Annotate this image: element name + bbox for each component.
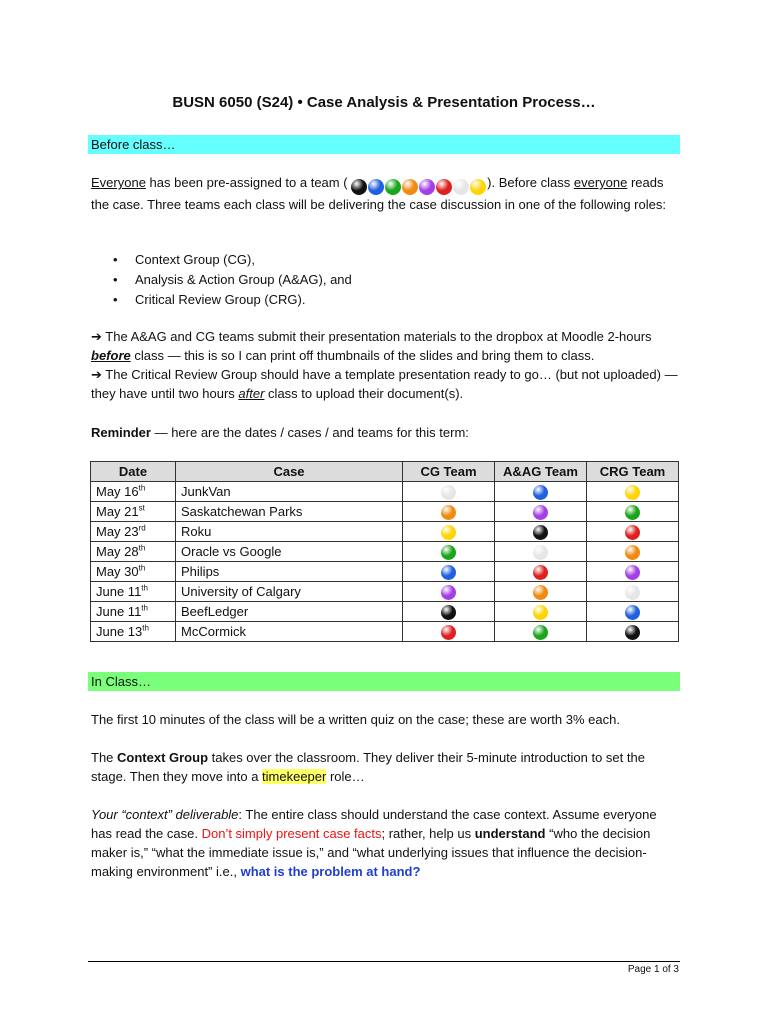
deliverable-text-1: : The entire class should understand the case context. Assume everyone has read the case. [91,807,657,841]
team-ball-icon [441,485,456,500]
team-ball-icon [385,179,401,195]
context-text-2: takes over the classroom. They deliver their 5-minute introduction to set the stage. Then they move into a [91,750,645,784]
context-group-paragraph [91,748,681,786]
footer-divider [88,961,680,962]
date-cell [91,622,176,642]
team-ball-icon [533,505,548,520]
team-ball-icon [625,565,640,580]
cg-team-cell [403,522,495,542]
team-ball-icon [533,485,548,500]
note2-text-1: ➔ The Critical Review Group should have a template presentation ready to go… (but not uploaded) — they have until two hours [91,367,678,401]
team-color-balls [351,176,487,195]
note1-text-2: class — this is so I can print off thumbnails of the slides and bring them to class. [130,348,595,363]
date-text: May 16 [96,484,139,499]
team-ball-icon [470,179,486,195]
date-text: May 23 [96,524,139,539]
case-cell: Philips [176,562,403,582]
date-text: May 30 [96,564,139,579]
date-cell [91,562,176,582]
reminder-paragraph [91,423,681,442]
team-ball-icon [533,585,548,600]
table-row [91,502,679,522]
before-class-heading: Before class… [88,135,680,154]
date-cell [91,502,176,522]
submission-notes [91,327,681,403]
case-cell: BeefLedger [176,602,403,622]
team-ball-icon [625,585,640,600]
cg-team-cell [403,562,495,582]
team-ball-icon [441,605,456,620]
team-ball-icon [453,179,469,195]
crg-team-cell [587,542,679,562]
date-text: June 11 [96,584,142,599]
cg-team-cell [403,542,495,562]
aag-team-cell [495,582,587,602]
role-item: • Context Group (CG), [91,250,352,270]
date-cell [91,522,176,542]
page-number: Page 1 of 3 [627,964,679,975]
context-text-1: The [91,750,118,765]
everyone-word-2: everyone [573,175,628,190]
date-text: June 11 [96,604,142,619]
date-cell [91,542,176,562]
case-cell: Saskatchewan Parks [176,502,403,522]
crg-team-cell [587,602,679,622]
table-row [91,582,679,602]
date-suffix: th [138,483,146,493]
role-item: • Analysis & Action Group (A&AG), and [91,270,352,290]
date-suffix: th [141,583,148,593]
aag-team-cell [495,482,587,502]
team-ball-icon [533,565,548,580]
table-row [91,622,679,642]
understand-word: understand [474,826,546,841]
team-ball-icon [441,625,456,640]
header-crg-team: CRG Team [587,462,679,482]
date-suffix: th [138,543,146,553]
crg-team-cell [587,562,679,582]
role-item: • Critical Review Group (CRG). [91,290,352,310]
cg-team-cell [403,602,495,622]
team-ball-icon [441,585,456,600]
header-date: Date [91,462,176,482]
date-suffix: rd [138,523,146,533]
table-row [91,542,679,562]
cg-team-cell [403,502,495,522]
header-case: Case [176,462,403,482]
date-text: June 13 [96,624,143,639]
date-text: May 21 [96,504,139,519]
team-ball-icon [441,545,456,560]
team-ball-icon [436,179,452,195]
team-ball-icon [533,625,548,640]
deliverable-text-2: ; rather, help us [381,826,475,841]
team-ball-icon [625,545,640,560]
case-cell: University of Calgary [176,582,403,602]
table-row [91,522,679,542]
date-cell [91,482,176,502]
table-row [91,482,679,502]
date-text: May 28 [96,544,139,559]
team-ball-icon [368,179,384,195]
date-cell [91,582,176,602]
intro-text-1: has been pre-assigned to a team ( [145,175,352,190]
note2-text-2: class to upload their document(s). [264,386,464,401]
header-aag-team: A&AG Team [495,462,587,482]
team-ball-icon [533,525,548,540]
aag-team-cell [495,522,587,542]
team-ball-icon [441,525,456,540]
team-ball-icon [441,505,456,520]
team-ball-icon [441,565,456,580]
team-ball-icon [533,605,548,620]
team-ball-icon [351,179,367,195]
case-cell: JunkVan [176,482,403,502]
schedule-header-row [91,462,679,482]
schedule-table [90,461,679,642]
problem-question: what is the problem at hand? [240,864,421,879]
date-suffix: st [138,503,145,513]
aag-team-cell [495,622,587,642]
cg-team-cell [403,622,495,642]
everyone-word: Everyone [91,175,146,190]
after-emphasis: after [238,386,265,401]
aag-team-cell [495,602,587,622]
reminder-text: — here are the dates / cases / and teams for this term: [150,425,469,440]
note1-text-1: ➔ The A&AG and CG teams submit their presentation materials to the dropbox at Moodle 2-hours [91,329,652,344]
aag-team-cell [495,542,587,562]
deliverable-warning: Don’t simply present case facts [201,826,382,841]
team-ball-icon [625,605,640,620]
cg-team-cell [403,582,495,602]
crg-team-cell [587,502,679,522]
team-ball-icon [533,545,548,560]
team-ball-icon [625,625,640,640]
date-suffix: th [141,603,148,613]
table-row [91,602,679,622]
deliverable-text-3: “who the decision maker is,” “what the immediate issue is,” and “what underlying issues that influence the decision-making environment” i.e., [91,826,651,879]
team-ball-icon [419,179,435,195]
intro-text-2: ). Before class [487,175,574,190]
case-cell: Roku [176,522,403,542]
date-cell [91,602,176,622]
case-cell: Oracle vs Google [176,542,403,562]
roles-list [91,250,352,310]
team-ball-icon [625,485,640,500]
deliverable-paragraph [91,805,681,881]
aag-team-cell [495,562,587,582]
crg-team-cell [587,482,679,502]
team-ball-icon [625,525,640,540]
context-text-3: role… [326,769,365,784]
date-suffix: th [142,623,149,633]
cg-team-cell [403,482,495,502]
before-emphasis: before [91,348,131,363]
crg-team-cell [587,582,679,602]
timekeeper-highlight: timekeeper [262,769,327,784]
case-cell: McCormick [176,622,403,642]
aag-team-cell [495,502,587,522]
crg-team-cell [587,522,679,542]
reminder-label: Reminder [91,425,151,440]
header-cg-team: CG Team [403,462,495,482]
table-row [91,562,679,582]
crg-team-cell [587,622,679,642]
document-title: BUSN 6050 (S24) • Case Analysis & Presentation Process… [172,94,596,111]
team-ball-icon [625,505,640,520]
intro-text-3: reads the case. Three teams each class will be delivering the case discussion in one of the following roles: [91,175,666,212]
context-group-label: Context Group [117,750,209,765]
deliverable-label: Your “context” deliverable [91,807,239,822]
in-class-heading: In Class… [88,672,680,691]
date-suffix: th [138,563,146,573]
quiz-paragraph: The first 10 minutes of the class will be a written quiz on the case; these are worth 3% each. [91,712,620,727]
intro-paragraph [91,173,681,214]
team-ball-icon [402,179,418,195]
